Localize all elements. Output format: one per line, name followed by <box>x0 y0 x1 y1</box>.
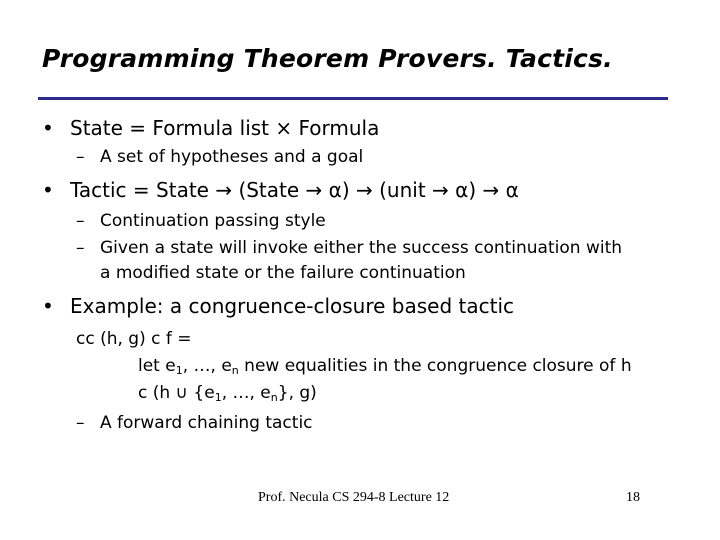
bullet-text: State = Formula list × Formula <box>70 116 380 140</box>
code-text: }, g) <box>277 383 317 403</box>
subscript: 1 <box>214 391 222 404</box>
dash-marker: – <box>76 413 85 433</box>
bullet-text: Tactic = State → (State → α) → (unit → α) → α <box>70 178 519 202</box>
subscript: n <box>231 364 239 377</box>
subbullet-given-state <box>76 238 622 258</box>
code-text: new equalities in the congruence closure of h <box>238 356 632 376</box>
subbullet-forward-chaining <box>76 413 313 433</box>
code-text: c (h ∪ {e <box>138 383 215 403</box>
subbullet-continuation <box>76 211 326 231</box>
bullet-marker: • <box>42 294 54 318</box>
slide-title: Programming Theorem Provers. Tactics. <box>42 44 613 73</box>
bullet-marker: • <box>42 178 54 202</box>
code-text: let e <box>138 356 176 376</box>
subbullet-hypotheses <box>76 147 363 167</box>
title-divider <box>38 97 668 100</box>
page-number: 18 <box>626 490 640 505</box>
bullet-state <box>42 116 379 140</box>
bullet-marker: • <box>42 116 54 140</box>
subscript: n <box>270 391 278 404</box>
dash-marker: – <box>76 238 85 258</box>
bullet-tactic <box>42 178 519 202</box>
code-line-2 <box>138 356 632 376</box>
subbullet-text: Continuation passing style <box>100 211 326 231</box>
dash-marker: – <box>76 211 85 231</box>
code-text: , …, e <box>221 383 271 403</box>
code-text: , …, e <box>182 356 232 376</box>
dash-marker: – <box>76 147 85 167</box>
subbullet-text: A set of hypotheses and a goal <box>100 147 364 167</box>
subbullet-given-state-cont: a modified state or the failure continuation <box>100 263 466 283</box>
code-line-3 <box>138 383 317 403</box>
subbullet-text: Given a state will invoke either the success continuation with <box>100 238 623 258</box>
subbullet-text: A forward chaining tactic <box>100 413 313 433</box>
bullet-example <box>42 294 514 318</box>
bullet-text: Example: a congruence-closure based tactic <box>70 294 515 318</box>
code-line-1: cc (h, g) c f = <box>76 329 192 349</box>
subscript: 1 <box>175 364 183 377</box>
footer-text: Prof. Necula CS 294-8 Lecture 12 <box>258 490 450 505</box>
